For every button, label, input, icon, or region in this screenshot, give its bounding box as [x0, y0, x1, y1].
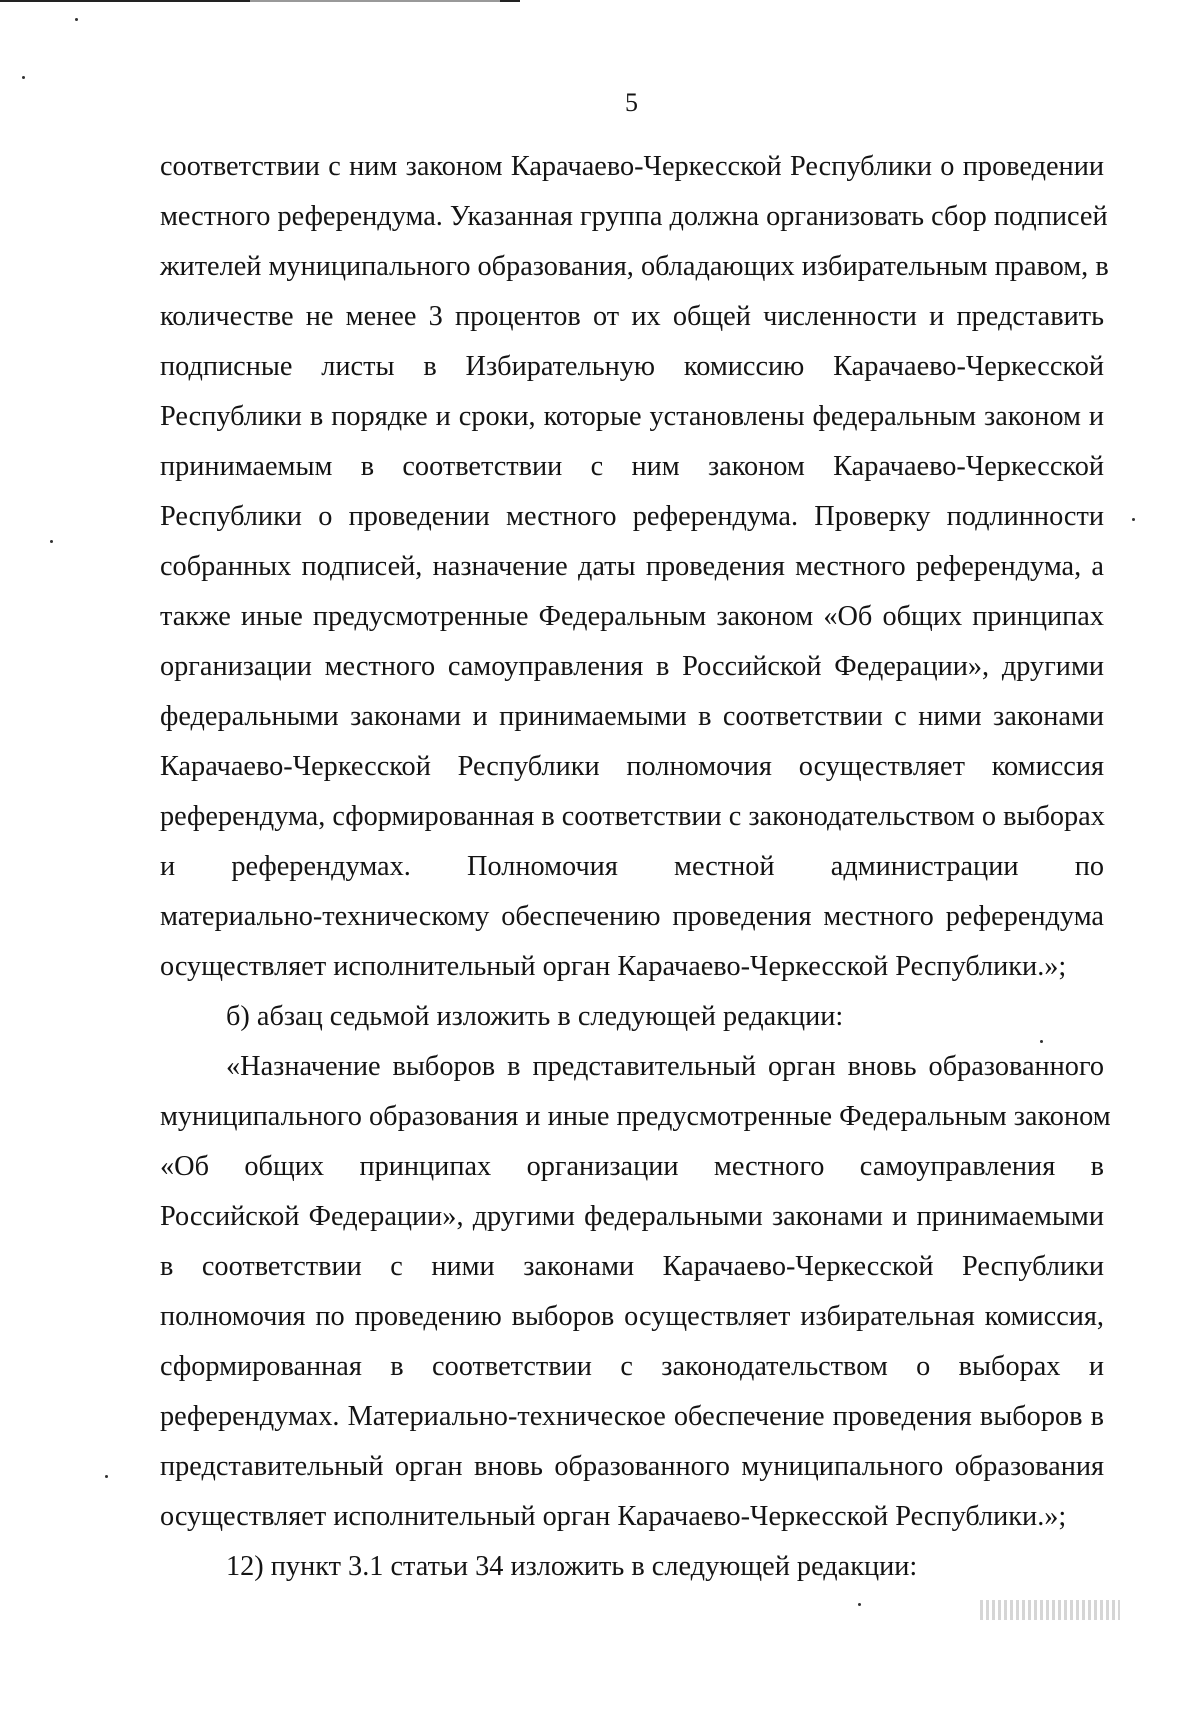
text-line: собранных подписей, назначение даты проведения местного референдума, а — [160, 551, 1104, 582]
page-number: 5 — [625, 88, 638, 117]
text-line: организации местного самоуправления в Российской Федерации», другими — [160, 651, 1104, 682]
text-line: «Об общих принципах организации местного самоуправления в — [160, 1151, 1104, 1182]
scan-speck — [105, 1475, 108, 1478]
text-line: «Назначение выборов в представительный орган вновь образованного — [226, 1051, 1104, 1082]
text-line: федеральными законами и принимаемыми в соответствии с ними законами — [160, 701, 1104, 732]
text-line: Республики в порядке и сроки, которые установлены федеральным законом и — [160, 401, 1104, 432]
scan-speck — [1132, 518, 1135, 521]
text-line: соответствии с ним законом Карачаево-Черкесской Республики о проведении — [160, 151, 1104, 182]
text-line: подписные листы в Избирательную комиссию Карачаево-Черкесской — [160, 351, 1104, 382]
text-line: Карачаево-Черкесской Республики полномочия осуществляет комиссия — [160, 751, 1104, 782]
faint-stamp-mark — [980, 1600, 1120, 1620]
text-line: жителей муниципального образования, обладающих избирательным правом, в — [160, 251, 1109, 282]
scan-speck — [22, 76, 25, 79]
text-line: сформированная в соответствии с законодательством о выборах и — [160, 1351, 1104, 1382]
text-line: осуществляет исполнительный орган Карачаево-Черкесской Республики.»; — [160, 1501, 1067, 1532]
scan-speck — [75, 18, 78, 21]
text-line: в соответствии с ними законами Карачаево-Черкесской Республики — [160, 1251, 1104, 1282]
scan-edge-line-faint — [250, 0, 500, 2]
text-line: местного референдума. Указанная группа должна организовать сбор подписей — [160, 201, 1108, 232]
text-line: референдума, сформированная в соответствии с законодательством о выборах — [160, 801, 1105, 832]
text-line: полномочия по проведению выборов осуществляет избирательная комиссия, — [160, 1301, 1104, 1332]
text-line: 12) пункт 3.1 статьи 34 изложить в следующей редакции: — [226, 1551, 918, 1582]
text-line: и референдумах. Полномочия местной администрации по — [160, 851, 1104, 882]
text-line: б) абзац седьмой изложить в следующей редакции: — [226, 1001, 844, 1032]
text-line: Российской Федерации», другими федеральными законами и принимаемыми — [160, 1201, 1104, 1232]
text-line: осуществляет исполнительный орган Карачаево-Черкесской Республики.»; — [160, 951, 1067, 982]
text-line: количестве не менее 3 процентов от их общей численности и представить — [160, 301, 1104, 332]
scan-speck — [50, 540, 53, 543]
text-line: также иные предусмотренные Федеральным законом «Об общих принципах — [160, 601, 1104, 632]
text-line: материально-техническому обеспечению проведения местного референдума — [160, 901, 1104, 932]
text-line: референдумах. Материально-техническое обеспечение проведения выборов в — [160, 1401, 1104, 1432]
text-line: Республики о проведении местного референдума. Проверку подлинности — [160, 501, 1104, 532]
scan-speck — [858, 1603, 861, 1606]
body-text — [160, 142, 1111, 1592]
text-line: муниципального образования и иные предусмотренные Федеральным законом — [160, 1101, 1111, 1132]
text-line: представительный орган вновь образованного муниципального образования — [160, 1451, 1104, 1482]
text-line: принимаемым в соответствии с ним законом Карачаево-Черкесской — [160, 451, 1104, 482]
